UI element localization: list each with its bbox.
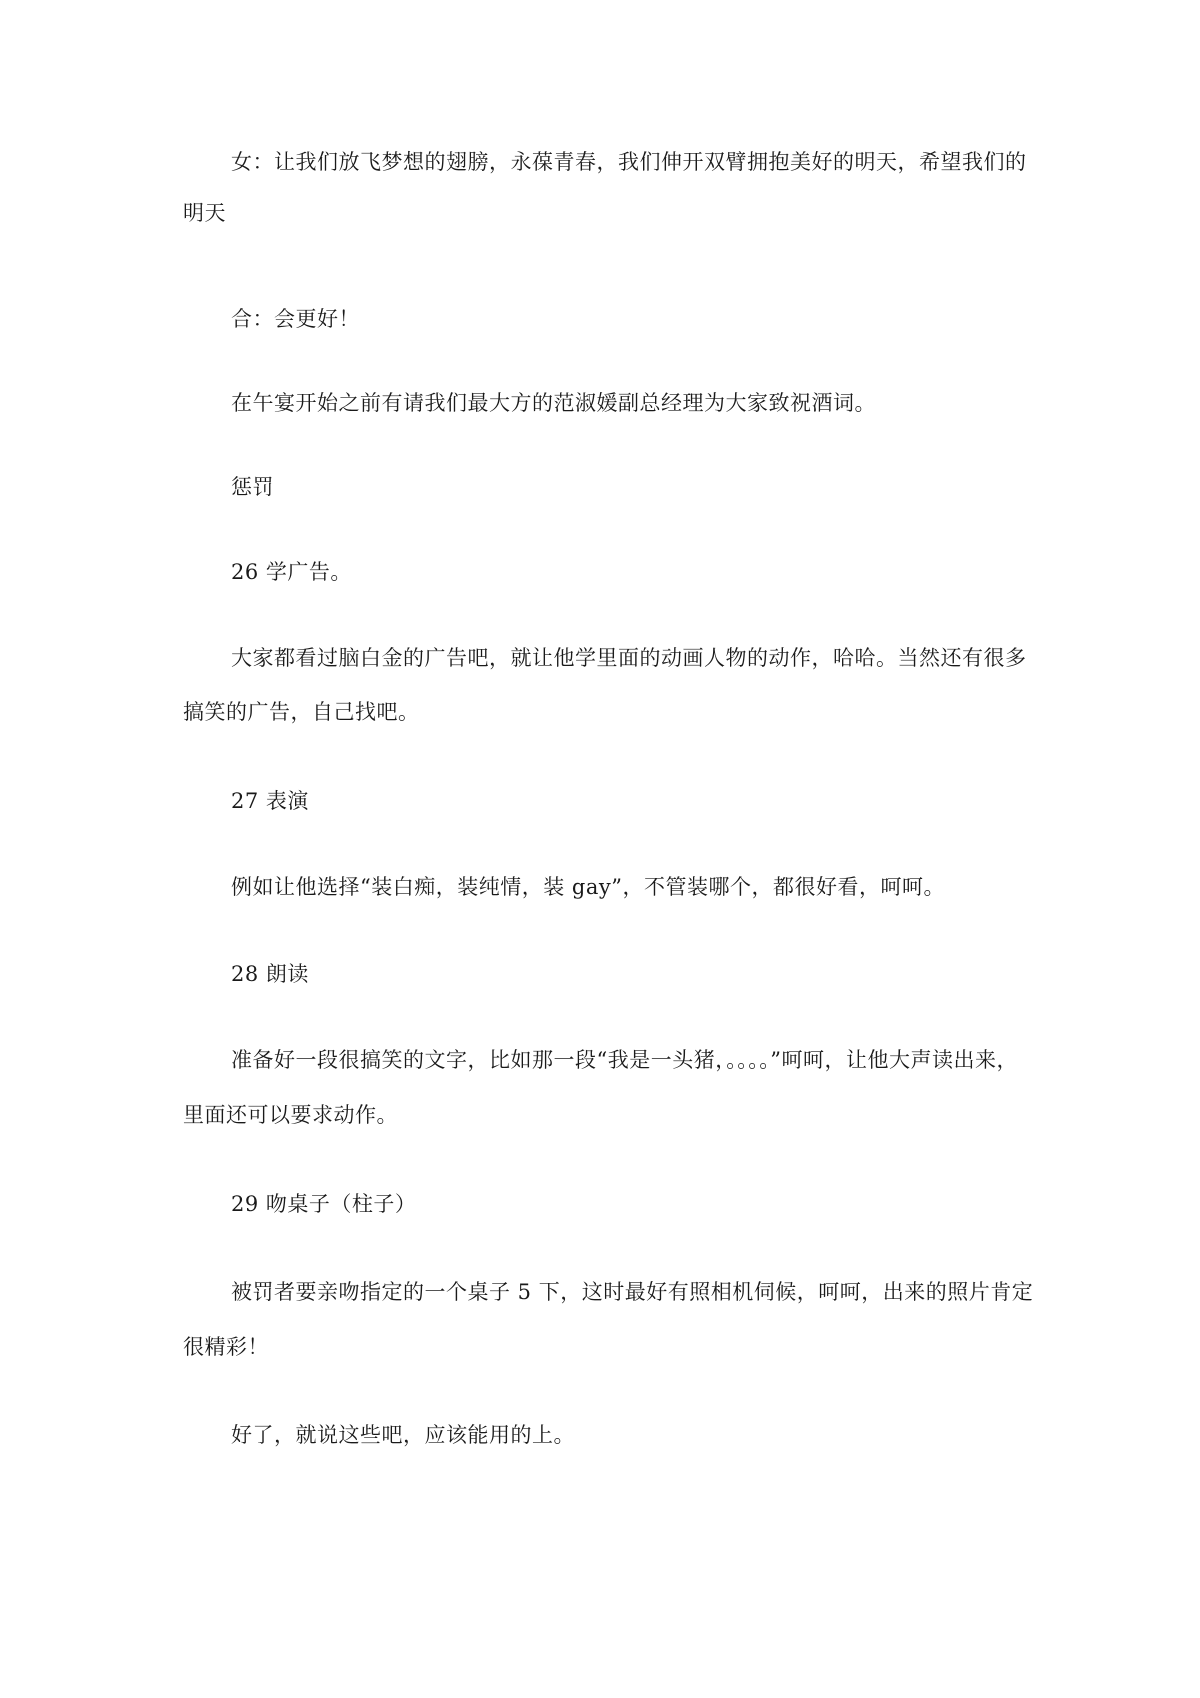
paragraph-line: 里面还可以要求动作。 xyxy=(183,1103,398,1127)
item-heading: 27 表演 xyxy=(231,789,309,813)
item-heading: 28 朗读 xyxy=(231,962,309,986)
paragraph-line: 例如让他选择“装白痴，装纯情，装 gay”，不管装哪个，都很好看，呵呵。 xyxy=(231,875,945,899)
paragraph-line: 被罚者要亲吻指定的一个桌子 5 下，这时最好有照相机伺候，呵呵，出来的照片肯定 xyxy=(231,1280,1034,1304)
paragraph-line: 在午宴开始之前有请我们最大方的范淑媛副总经理为大家致祝酒词。 xyxy=(231,391,876,415)
paragraph-line: 明天 xyxy=(183,201,226,225)
paragraph-line: 好了，就说这些吧，应该能用的上。 xyxy=(231,1423,575,1447)
item-heading: 29 吻桌子（柱子） xyxy=(231,1192,417,1216)
paragraph-line: 搞笑的广告，自己找吧。 xyxy=(183,700,420,724)
section-heading: 惩罚 xyxy=(231,475,274,499)
item-heading: 26 学广告。 xyxy=(231,560,352,584)
paragraph-line: 准备好一段很搞笑的文字，比如那一段“我是一头猪，。。。。”呵呵，让他大声读出来， xyxy=(231,1048,1018,1072)
paragraph-line: 大家都看过脑白金的广告吧，就让他学里面的动画人物的动作，哈哈。当然还有很多 xyxy=(231,646,1027,670)
paragraph-line: 女：让我们放飞梦想的翅膀，永葆青春，我们伸开双臂拥抱美好的明天，希望我们的 xyxy=(231,150,1027,174)
paragraph-line: 很精彩！ xyxy=(183,1335,269,1359)
paragraph-line: 合：会更好！ xyxy=(231,307,360,331)
